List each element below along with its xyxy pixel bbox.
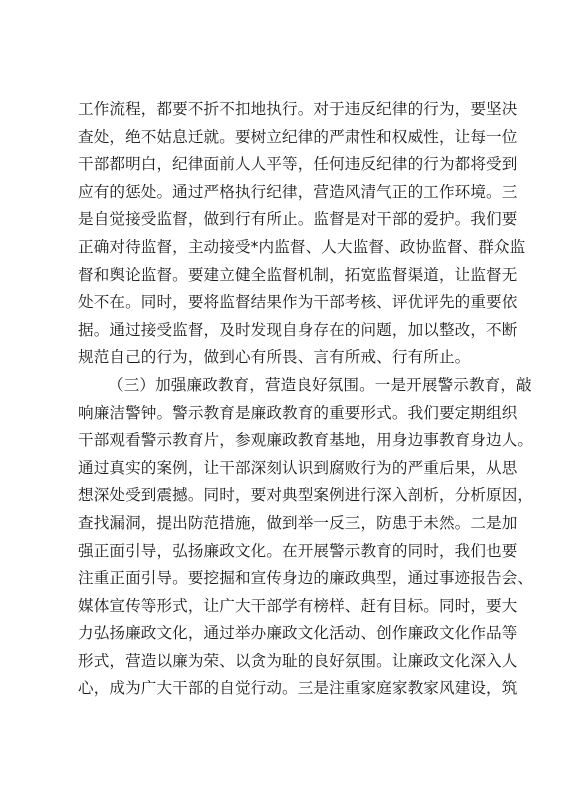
text-line: 处不在。同时，要将监督结果作为干部考核、评优评先的重要依 xyxy=(78,293,518,312)
text-line: 干部观看警示教育片，参观廉政教育基地，用身边事教育身边人。 xyxy=(78,431,534,450)
body-text xyxy=(78,96,534,703)
text-line: 通过真实的案例，让干部深刻认识到腐败行为的严重后果，从思 xyxy=(78,458,518,477)
text-line: 响廉洁警钟。警示教育是廉政教育的重要形式。我们要定期组织 xyxy=(78,403,518,422)
text-line: 查处，绝不姑息迁就。要树立纪律的严肃性和权威性，让每一位 xyxy=(78,127,518,146)
text-line: 干部都明白，纪律面前人人平等，任何违反纪律的行为都将受到 xyxy=(78,155,518,174)
text-line: 媒体宣传等形式，让广大干部学有榜样、赶有目标。同时，要大 xyxy=(78,596,518,615)
text-line: 督和舆论监督。要建立健全监督机制，拓宽监督渠道，让监督无 xyxy=(78,265,518,284)
text-line: 力弘扬廉政文化，通过举办廉政文化活动、创作廉政文化作品等 xyxy=(78,624,518,643)
text-line: 注重正面引导。要挖掘和宣传身边的廉政典型，通过事迹报告会、 xyxy=(78,569,534,588)
text-line: 形式，营造以廉为荣、以贪为耻的良好氛围。让廉政文化深入人 xyxy=(78,651,518,670)
text-line: 规范自己的行为，做到心有所畏、言有所戒、行有所止。 xyxy=(78,348,471,367)
text-line: 正确对待监督，主动接受*内监督、人大监督、政协监督、群众监 xyxy=(78,237,526,256)
text-line: 工作流程，都要不折不扣地执行。对于违反纪律的行为，要坚决 xyxy=(78,100,518,118)
section-heading-line: （三）加强廉政教育，营造良好氛围。一是开展警示教育，敲 xyxy=(108,375,532,394)
text-line: 据。通过接受监督，及时发现自身存在的问题，加以整改，不断 xyxy=(78,320,518,339)
text-line: 查找漏洞，提出防范措施，做到举一反三，防患于未然。二是加 xyxy=(78,513,518,532)
text-line: 强正面引导，弘扬廉政文化。在开展警示教育的同时，我们也要 xyxy=(78,541,518,560)
text-line: 想深处受到震撼。同时，要对典型案例进行深入剖析，分析原因， xyxy=(78,486,534,505)
text-line: 心，成为广大干部的自觉行动。三是注重家庭家教家风建设，筑 xyxy=(78,679,518,698)
text-line: 是自觉接受监督，做到行有所止。监督是对干部的爱护。我们要 xyxy=(78,210,518,229)
text-line: 应有的惩处。通过严格执行纪律，营造风清气正的工作环境。三 xyxy=(78,182,518,201)
